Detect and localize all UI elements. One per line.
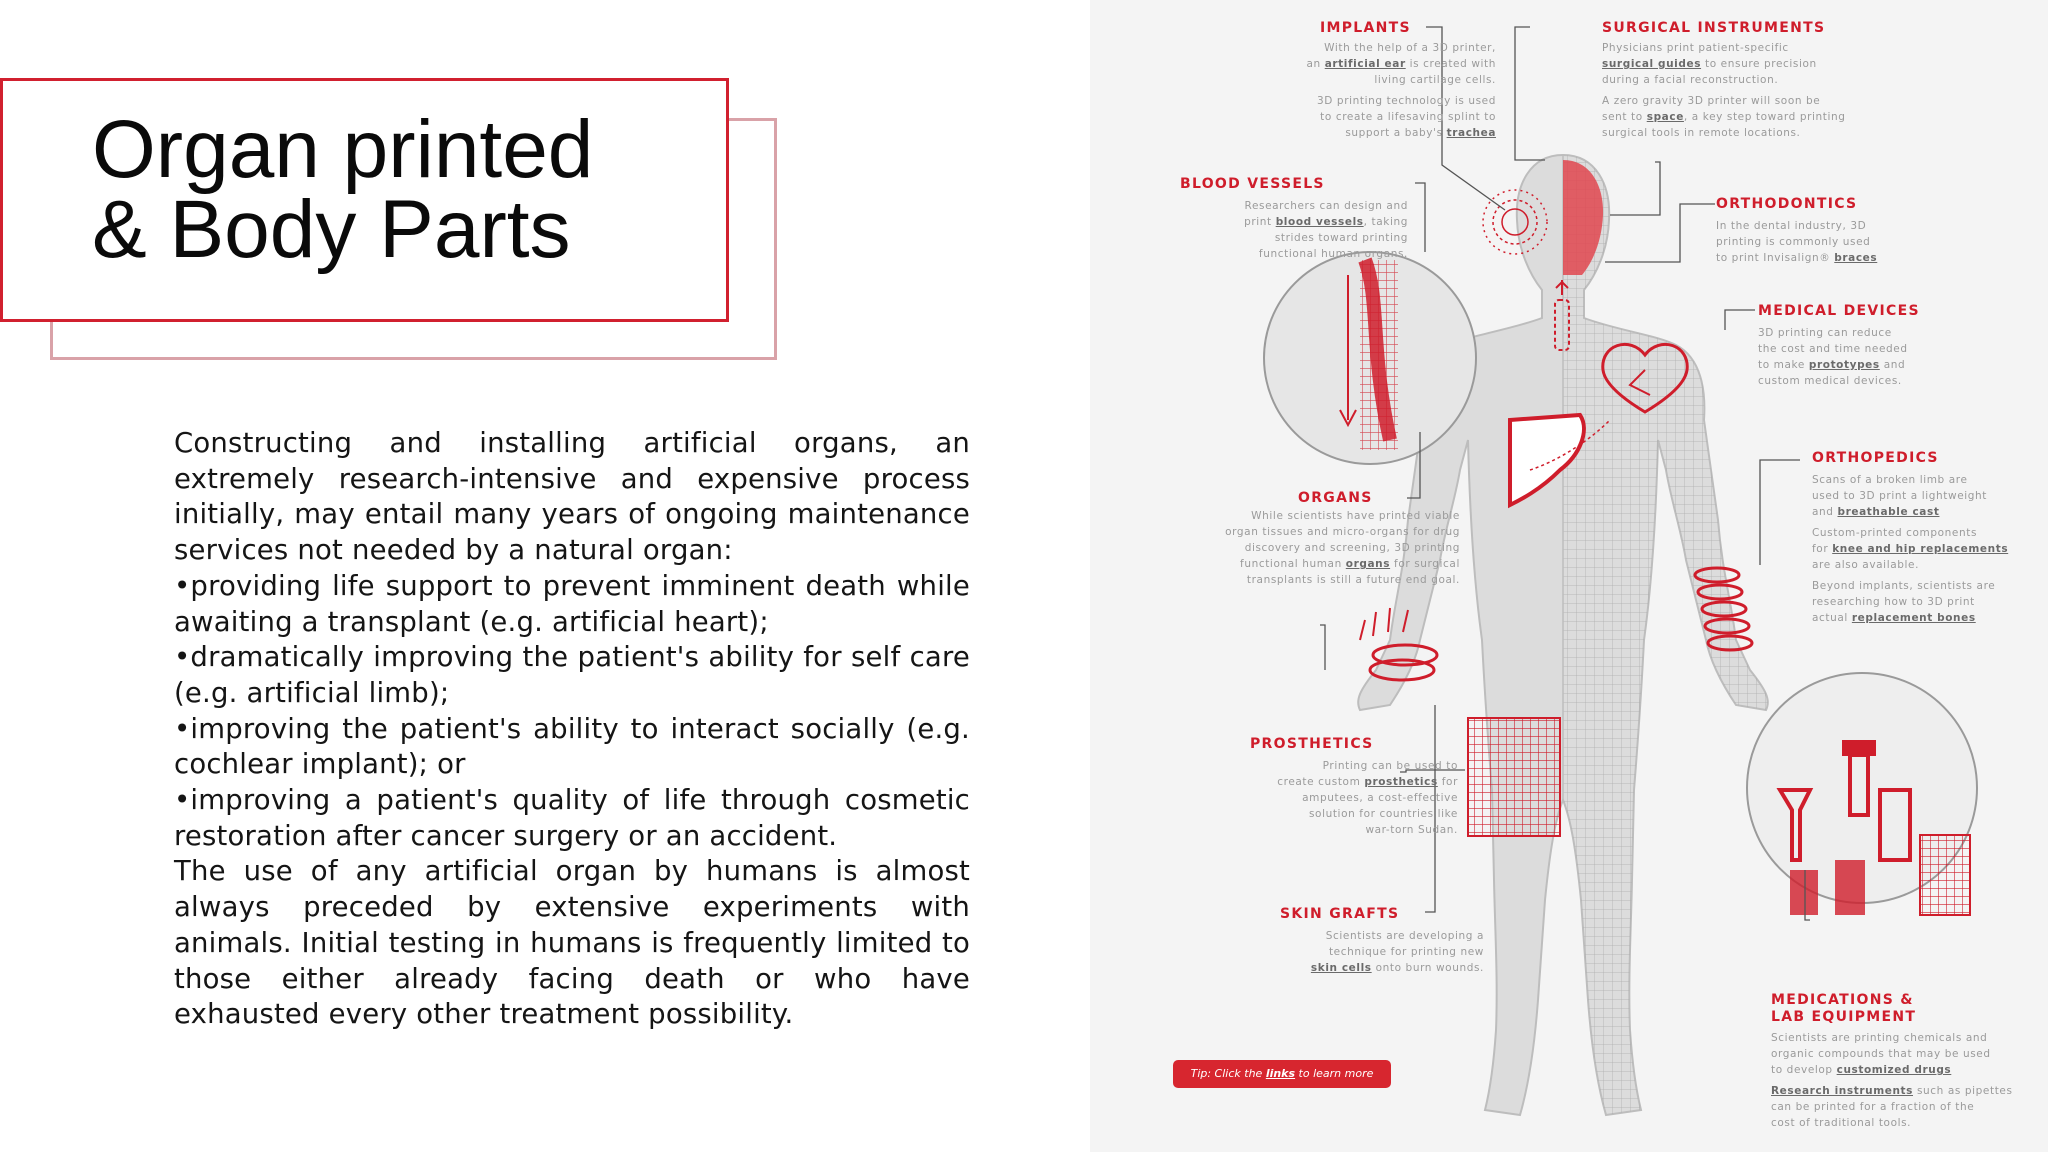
space-link[interactable]: space (1646, 111, 1684, 123)
prosthetics-description: Printing can be used to create custom prosthetics for amputees, a cost-effective solution for countries like war-torn Sudan. (1277, 760, 1458, 836)
paragraph-animal-testing: The use of any artificial organ by humans is almost always preceded by extensive experiments with animals. Initial testing in humans is frequently limited to those either already facing death or who have exhausted every other treatment possibility. (174, 855, 970, 1031)
bullet-social: •improving the patient's ability to interact socially (e.g. cochlear implant); or (174, 712, 970, 781)
implants-label: IMPLANTS (1320, 20, 1411, 36)
skin-grafts-description: Scientists are developing a technique for printing new skin cells onto burn wounds. (1310, 930, 1484, 974)
implants-description: With the help of a 3D printer, an artificial ear is created with living cartilage cells. 3D printing technology is used to create a lifesaving splint to support a baby's trachea (1306, 42, 1496, 139)
medications-description: Scientists are printing chemicals and organic compounds that may be used to develop customized drugs Research instruments such as pipettes can be printed for a fraction of the cost of traditional tools. (1771, 1032, 2013, 1129)
organs-label: ORGANS (1298, 490, 1373, 506)
bullet-cosmetic: •improving a patient's quality of life through cosmetic restoration after cancer surgery or an accident. (174, 784, 970, 852)
breathable-cast-link[interactable]: breathable cast (1837, 506, 1940, 518)
orthopedics-label: ORTHOPEDICS (1812, 450, 1939, 466)
page-title (92, 104, 594, 275)
medications-label: MEDICATIONS & LAB EQUIPMENT (1771, 992, 1917, 1025)
surgical-instruments-description: Physicians print patient-specific surgical guides to ensure precision during a facial reconstruction. A zero gravity 3D printer will soon be sent to space, a key step toward printing surgical tools in remote locations. (1602, 42, 1846, 139)
research-instruments-link[interactable]: Research instruments (1771, 1085, 1913, 1097)
orthodontics-label: ORTHODONTICS (1716, 196, 1858, 212)
blood-vessel-magnifier (1264, 252, 1476, 464)
blood-vessels-link[interactable]: blood vessels (1275, 216, 1364, 228)
medical-devices-label: MEDICAL DEVICES (1758, 303, 1920, 319)
orthopedics-description: Scans of a broken limb are used to 3D print a lightweight and breathable cast Custom-printed components for knee and hip replacements are also available. Beyond implants, scientists are researching how to 3D print actual replacement bones (1812, 474, 2009, 624)
surgical-guides-link[interactable]: surgical guides (1602, 58, 1702, 70)
blood-vessels-description: Researchers can design and print blood vessels, taking strides toward printing functional human organs. (1244, 200, 1408, 260)
organs-description: While scientists have printed viable organ tissues and micro-organs for drug discovery and screening, 3D printing functional human organs for surgical transplants is still a future end goal. (1225, 510, 1460, 586)
prosthetics-link[interactable]: prosthetics (1364, 776, 1438, 788)
lab-equipment-magnifier (1747, 673, 1977, 915)
knee-hip-link[interactable]: knee and hip replacements (1832, 543, 2009, 555)
skin-cells-link[interactable]: skin cells (1310, 962, 1372, 974)
ear-implant-icon (1483, 190, 1547, 254)
paragraph-intro: Constructing and installing artificial organs, an extremely research-intensive and expensive process initially, may entail many years of ongoing maintenance services not needed by a natural organ: (174, 427, 970, 567)
surgical-instruments-label: SURGICAL INSTRUMENTS (1602, 20, 1826, 36)
skin-graft-grid (1468, 718, 1560, 836)
body-text (174, 426, 970, 1033)
braces-link[interactable]: braces (1834, 252, 1878, 264)
title-line-1: Organ printed (92, 104, 594, 195)
tip-banner: Tip: Click the links to learn more (1173, 1060, 1391, 1088)
organs-link[interactable]: organs (1345, 558, 1391, 570)
prototypes-link[interactable]: prototypes (1808, 359, 1880, 371)
customized-drugs-link[interactable]: customized drugs (1836, 1064, 1952, 1076)
bullet-self-care: •dramatically improving the patient's ability for self care (e.g. artificial limb); (174, 641, 970, 709)
tip-links-link[interactable]: links (1265, 1067, 1296, 1080)
blood-vessels-label: BLOOD VESSELS (1180, 176, 1325, 192)
replacement-bones-link[interactable]: replacement bones (1851, 612, 1976, 624)
prosthetics-label: PROSTHETICS (1250, 736, 1374, 752)
trachea-link[interactable]: trachea (1446, 127, 1496, 139)
skin-grafts-label: SKIN GRAFTS (1280, 906, 1400, 922)
title-line-2: & Body Parts (92, 184, 571, 275)
medical-devices-description: 3D printing can reduce the cost and time needed to make prototypes and custom medical devices. (1758, 327, 1908, 387)
bullet-life-support: •providing life support to prevent imminent death while awaiting a transplant (e.g. artificial heart); (174, 569, 970, 638)
artificial-ear-link[interactable]: artificial ear (1324, 58, 1406, 70)
orthodontics-description: In the dental industry, 3D printing is commonly used to print Invisalign® braces (1716, 220, 1878, 264)
body-parts-infographic (1090, 0, 2048, 1152)
